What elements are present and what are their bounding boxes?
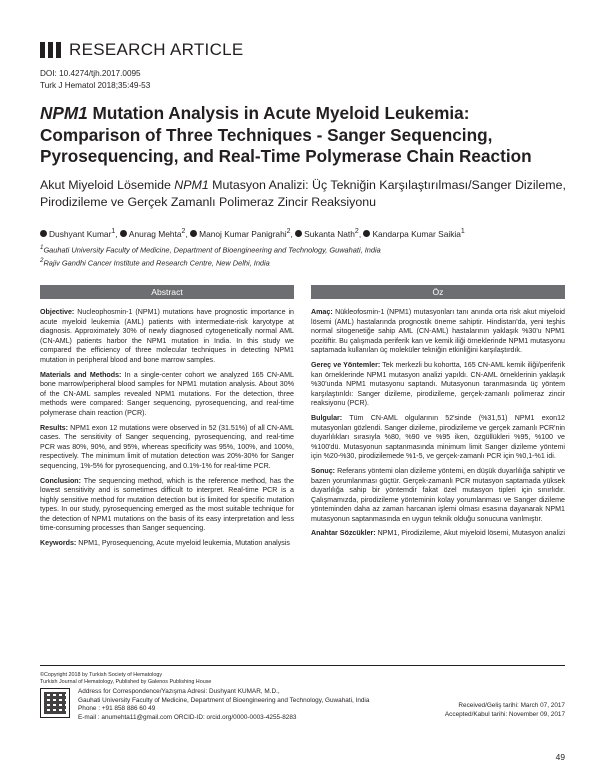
orcid-icon[interactable] — [190, 230, 197, 237]
author-affil-sup: 2 — [354, 228, 359, 235]
author-name: Anurag Mehta — [128, 228, 182, 239]
section-text: Nükleofosmin-1 (NPM1) mutasyonları tanı anında orta risk akut miyeloid lösemi (AML) hastalarında prognostik öneme sahiptir. Hindistan'da, yeni teşhis normal sitogenetiğe sahip AML (CN-AML) hastalarının yaklaşık %30'u NPM1 pozitiftir. Bu çalışmada periferik kan ve kemik iliği örneklerinde NPM1 mutasyonu saptamada kullanılan üç moleküler tekniğin etkinliğini karşılaştırdık. — [311, 308, 565, 355]
author-affil-sup: 2 — [181, 228, 186, 235]
abstract-english — [40, 308, 294, 554]
copyright-notice — [40, 672, 211, 686]
copyright-line: ©Copyright 2018 by Turkish Society of Hematology — [40, 672, 163, 678]
subtitle-part1: Akut Miyeloid Lösemide — [40, 178, 175, 192]
oz-sonuc — [311, 467, 565, 525]
accepted-date: Accepted/Kabul tarihi: November 09, 2017 — [444, 710, 565, 718]
title-gene-italic: NPM1 — [40, 103, 88, 123]
doi-block — [40, 68, 150, 91]
received-date: Received/Geliş tarihi: March 07, 2017 — [458, 702, 565, 709]
corr-institution: Gauhati University Faculty of Medicine, Department of Bioengineering and Technology, Guwahati, India — [78, 696, 370, 704]
subtitle-part2: Mutasyon Analizi: Üç Tekniğin Karşılaştırılması/Sanger Dizileme, Pirodizileme ve Gerçek Zamanlı Polimeraz Zincir Reaksiyonu — [40, 178, 566, 209]
orcid-icon[interactable] — [40, 230, 47, 237]
section-text: In a single-center cohort we analyzed 165 CN-AML bone marrow/peripheral blood samples for NPM1 mutation analysis. About 30% of the CN-AML samples revealed NPM1 mutations. For the detection, three methods were compared: Sanger sequencing, pyrosequencing, and real-time polymerase chain reaction (PCR). — [40, 370, 294, 417]
corr-email-orcid[interactable]: E-mail : anumehta11@gmail.com ORCID-ID: orcid.org/0000-0003-4255-8283 — [78, 713, 297, 721]
section-label: Keywords: — [40, 539, 77, 548]
section-text: NPM1, Pyrosequencing, Acute myeloid leukemia, Mutation analysis — [76, 539, 290, 548]
orcid-icon[interactable] — [120, 230, 127, 237]
publisher-line: Turkish Journal of Hematology, Published by Galenos Publishing House — [40, 678, 212, 685]
article-type-label: RESEARCH ARTICLE — [69, 40, 244, 59]
article-type-header — [40, 40, 244, 60]
abstract-heading: Abstract — [40, 285, 294, 299]
author-name: Dushyant Kumar — [49, 228, 112, 239]
section-label: Bulgular: — [311, 413, 343, 422]
title-text: Mutation Analysis in Acute Myeloid Leukemia: Comparison of Three Techniques - Sanger Sequencing, Pyrosequencing, and Real-Time Polymerase Chain Reaction — [40, 103, 532, 166]
abstract-results — [40, 424, 294, 472]
section-label: Results: — [40, 423, 68, 432]
page-number: 49 — [555, 752, 565, 762]
section-label: Gereç ve Yöntemler: — [311, 360, 381, 369]
author-name: Kandarpa Kumar Saikia — [372, 228, 461, 239]
corr-phone: Phone : +91 858 886 60 49 — [78, 705, 156, 713]
author[interactable]: Manoj Kumar Panigrahi$^2$, — [190, 229, 293, 239]
doi-text[interactable]: DOI: 10.4274/tjh.2017.0095 — [40, 69, 141, 78]
abstract-methods — [40, 371, 294, 419]
orcid-icon[interactable] — [295, 230, 302, 237]
oz-bulgular — [311, 414, 565, 462]
author[interactable]: Anurag Mehta$^2$, — [120, 229, 188, 239]
footer-divider — [40, 665, 565, 666]
author[interactable]: Dushyant Kumar$^1$, — [40, 229, 118, 239]
submission-dates — [445, 702, 565, 719]
abstract-objective — [40, 308, 294, 366]
affil-sup: 1 — [40, 244, 44, 251]
section-label: Materials and Methods: — [40, 370, 122, 379]
author[interactable] — [363, 229, 464, 239]
article-subtitle-turkish — [40, 177, 570, 211]
author-affil-sup: 1 — [111, 228, 116, 235]
affiliations — [40, 242, 570, 269]
author-name: Manoj Kumar Panigrahi — [199, 228, 287, 239]
orcid-icon[interactable] — [363, 230, 370, 237]
section-label: Conclusion: — [40, 476, 81, 485]
section-label: Sonuç: — [311, 466, 336, 475]
oz-heading: Öz — [311, 285, 565, 299]
article-title — [40, 103, 570, 168]
section-text: Referans yöntemi olan dizileme yöntemi, en düşük duyarlılığa sahiptir ve bazen yorumlanması güçtür. Gerçek-zamanlı PCR mutasyon saptamada yüksek duyarlılığa sahip bir yöntemdir fakat özel mutasyon tipleri için sınırlıdır. Çalışmamızda, pirodizileme yönteminin kolay yorumlanması ve Sanger dizileme yönteminden daha az zaman harcanan işlemi olması esasına dayanarak NPM1 mutasyonun saptanmasında en uygun teknik olduğu sonucuna varılmıştır. — [311, 466, 565, 523]
section-text: The sequencing method, which is the reference method, has the lowest sensitivity and is sometimes difficult to interpret. Real-time PCR is a highly sensitive method for mutation detection but is limited for specific mutation types. In our study, pyrosequencing emerged as the most suitable technique for the detection of NPM1 mutations on the basis of its easy interpretation and less time-consuming processes than Sanger sequencing. — [40, 476, 294, 533]
section-text: NPM1 exon 12 mutations were observed in 52 (31.51%) of all CN-AML cases. The sensitivity of Sanger sequencing, pyrosequencing, and real-time PCR was 80%, 90%, and 95%, whereas specificity was 95%, 100%, and 100%, respectively. The minimum limit of mutation detection was 20%-30% for Sanger sequencing, 1%-5% for pyrosequencing, and 0.1%-1% for real-time PCR. — [40, 423, 294, 470]
affil-text: Gauhati University Faculty of Medicine, Department of Bioengineering and Technology, Guwahati, India — [43, 245, 381, 255]
correspondence-block — [78, 688, 369, 722]
affil-text: Rajiv Gandhi Cancer Institute and Research Centre, New Delhi, India — [43, 258, 270, 268]
oz-yontem — [311, 361, 565, 409]
section-text: Nucleophosmin-1 (NPM1) mutations have prognostic importance in acute myeloid leukemia (AML) patients with intermediate-risk karyotype at diagnosis. Approximately 30% of newly diagnosed cytogenetically normal AML (CN-AML) patients harbor the NPM1 mutation in India. In this study we compared the efficiency of three molecular techniques in detecting NPM1 mutation in peripheral blood and bone marrow samples. — [40, 308, 294, 364]
affiliation-2 — [40, 255, 570, 268]
author[interactable]: Sukanta Nath$^2$, — [295, 229, 361, 239]
oz-anahtar — [311, 529, 565, 539]
abstract-turkish — [311, 308, 565, 544]
section-text: Tek merkezli bu kohortta, 165 CN-AML kemik iliği/periferik kan örneklerinde NPM1 mutasyon analizi yapıldı. CN-AML örneklerinin yaklaşık %30'unda NPM1 mutasyonu saptandı. Mutasyonun taranmasında üç yöntem karşılaştırıldı: Sanger dizileme, pirodizileme, gerçek-zamanlı polimeraz zincir reaksiyonu (PCR). — [311, 360, 565, 408]
qr-code-icon — [40, 688, 70, 718]
abstract-keywords — [40, 539, 294, 549]
section-label: Anahtar Sözcükler: — [311, 529, 376, 538]
journal-citation: Turk J Hematol 2018;35:49-53 — [40, 80, 151, 90]
section-label: Amaç: — [311, 308, 333, 316]
abstract-conclusion — [40, 477, 294, 535]
corr-address-label: Address for Correspondence/Yazışma Adresi: Dushyant KUMAR, M.D., — [78, 688, 280, 695]
section-text: Tüm CN-AML olgularının 52'sinde (%31,51) NPM1 exon12 mutasyonları gözlendi. Sanger dizileme, pirodizileme ve gerçek zamanlı PCR'nin duyarlılıkları sırasıyla %80, %90 ve %95 iken, özgüllükleri %95, %100 ve %100'dü. Mutasyonun saptanmasında minimum limit Sanger dizileme yöntemi için %20-%30, pirodizilemede %1-5, ve gerçek-zamanlı PCR için %0,1-%1 idi. — [311, 413, 565, 461]
subtitle-gene-italic: NPM1 — [174, 178, 209, 192]
author-affil-sup: 2 — [286, 228, 291, 235]
author-name: Sukanta Nath — [304, 228, 355, 239]
author-list — [40, 226, 570, 240]
section-text: NPM1, Pirodizileme, Akut miyeloid lösemi, Mutasyon analizi — [375, 529, 565, 538]
author-affil-sup: 1 — [460, 228, 465, 235]
section-label: Objective: — [40, 308, 75, 316]
affiliation-1 — [40, 242, 570, 255]
header-bars-decoration — [40, 42, 61, 58]
affil-sup: 2 — [40, 257, 44, 265]
oz-amac — [311, 308, 565, 356]
